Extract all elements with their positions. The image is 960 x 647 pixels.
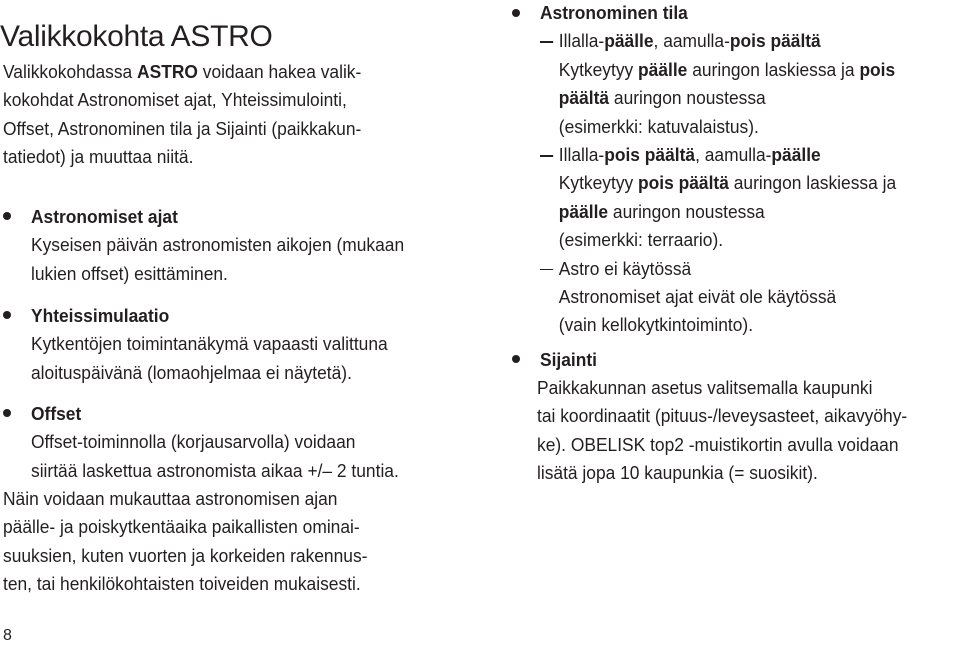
option-heading-text (559, 258, 691, 279)
bullet-line: Paikkakunnan asetus valitsemalla kaupunki (537, 377, 873, 398)
bullet-line: lisätä jopa 10 kaupunkia (= suosikit). (537, 462, 818, 484)
paragraph-line: päälle- ja poiskytkentäaika paikallisten ominai- (3, 516, 360, 538)
intro-paragraph (3, 58, 445, 172)
bold-text: päälle (638, 58, 688, 80)
text-run: auringon noustessa (609, 87, 766, 109)
option-line (559, 283, 896, 311)
dash-icon (540, 155, 553, 157)
intro-line: Offset, Astronominen tila ja Sijainti (paikkakun- (3, 117, 362, 139)
option-line (559, 84, 896, 112)
bold-text: päälle (604, 30, 654, 52)
bullet-line: lukien offset) esittäminen. (31, 262, 228, 284)
page-number: 8 (3, 627, 12, 644)
option-line (559, 169, 896, 197)
bold-text: pois päältä (604, 144, 696, 166)
bold-text: päältä (558, 87, 610, 109)
text-run: , aamulla- (653, 30, 730, 52)
intro-line: kokohdat Astronomiset ajat, Yhteissimulointi, (3, 89, 347, 111)
bullet-dot-icon (3, 409, 11, 417)
option-line (559, 198, 896, 226)
bullet-line: siirtää laskettua astronomista aikaa +/– 2 tuntia. (31, 459, 399, 481)
page-title: Valikkokohta ASTRO (0, 20, 273, 54)
bold-text: pois (859, 58, 896, 80)
paragraph-line: ten, tai henkilökohtaisten toiveiden mukaisesti. (3, 573, 361, 595)
bold-text: pois päältä (729, 30, 821, 52)
bullet-heading: Offset (31, 403, 82, 424)
text-run: Illalla- (558, 30, 605, 52)
bullet-line: ke). OBELISK top2 -muistikortin avulla voidaan (537, 433, 899, 455)
option-line (559, 113, 896, 141)
astro-mode-option (540, 255, 877, 340)
bold-text: päälle (771, 144, 821, 166)
text-run: Astronomiset ajat eivät ole käytössä (558, 286, 837, 308)
bullet-line: aloituspäivänä (lomaohjelmaa ei näytetä). (31, 361, 352, 383)
bullet-line: tai koordinaatit (pituus-/leveysasteet, aikavyöhy- (537, 405, 908, 427)
bold-text: pois päältä (638, 172, 729, 194)
option-heading (540, 255, 877, 283)
option-line (559, 56, 896, 84)
option-heading-text (559, 144, 821, 165)
text-run: (esimerkki: terraario). (558, 229, 724, 251)
text-run: Astro ei käytössä (558, 257, 692, 279)
text-run: auringon laskiessa ja (687, 58, 860, 80)
option-line (559, 311, 896, 339)
astro-mode-options (540, 27, 897, 339)
bullet-heading: Yhteissimulaatio (31, 305, 170, 326)
bold-text: päälle (558, 200, 609, 222)
bullet-heading: Sijainti (540, 349, 598, 370)
text-run: auringon noustessa (608, 200, 765, 222)
bullet-heading: Astronominen tila (540, 2, 688, 23)
astro-mode-option (540, 27, 896, 141)
bullet-line: Kytkentöjen toimintanäkymä vapaasti valittuna (31, 333, 388, 355)
bullet-dot-icon (512, 355, 520, 363)
option-heading (540, 141, 877, 169)
bullet-line: Kyseisen päivän astronomisten aikojen (mukaan (31, 234, 405, 256)
paragraph-line: suuksien, kuten vuorten ja korkeiden rakennus- (3, 544, 368, 566)
text-run: (vain kellokytkintoiminto). (558, 314, 754, 336)
dash-icon (540, 269, 553, 271)
bullet-heading: Astronomiset ajat (31, 206, 178, 227)
bullet-dot-icon (3, 212, 11, 220)
intro-line: Valikkokohdassa ASTRO voidaan hakea valik- (3, 61, 362, 82)
text-run: Kytkeytyy (558, 58, 639, 80)
bullet-dot-icon (512, 9, 520, 17)
bullet-dot-icon (3, 311, 11, 319)
paragraph-line: Näin voidaan mukauttaa astronomisen ajan (3, 488, 338, 509)
astro-mode-option (540, 141, 897, 255)
option-heading (540, 27, 877, 55)
text-run: (esimerkki: katuvalaistus). (558, 115, 759, 137)
option-line (559, 226, 896, 254)
text-run: Illalla- (558, 144, 605, 166)
text-run: Kytkeytyy (558, 172, 639, 194)
intro-line: tatiedot) ja muuttaa niitä. (3, 146, 194, 168)
option-heading-text (559, 30, 821, 51)
text-run: , aamulla- (695, 144, 772, 166)
dash-icon (540, 41, 553, 43)
bullet-line: Offset-toiminnolla (korjausarvolla) voidaan (31, 431, 356, 453)
text-run: auringon laskiessa ja (728, 172, 897, 194)
